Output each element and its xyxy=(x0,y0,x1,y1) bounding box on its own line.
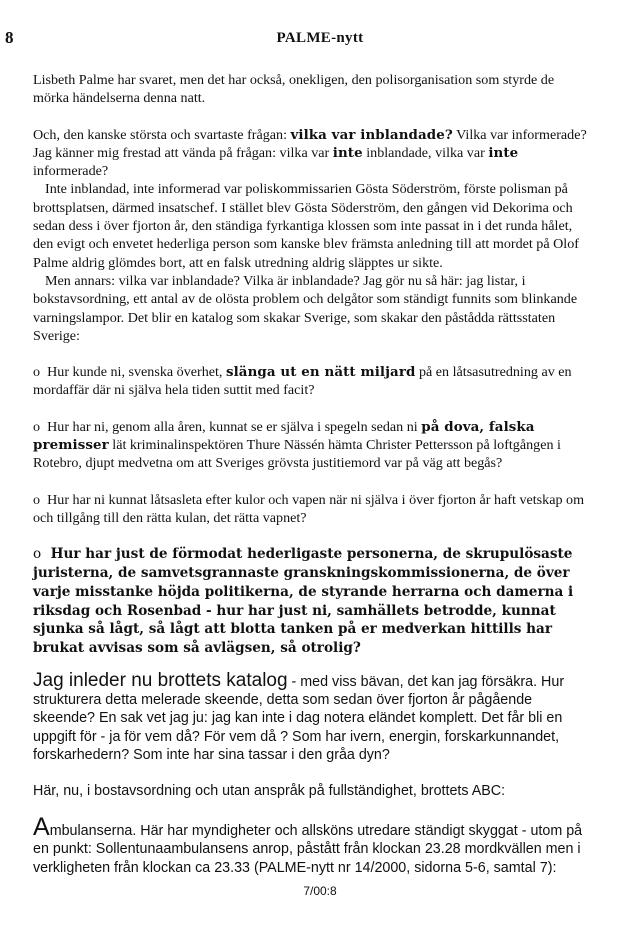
initial-letter: A xyxy=(33,813,50,842)
footer-code: 7/00:8 xyxy=(303,884,337,898)
paragraph-ambulanserna: Ambulanserna. Här har myndigheter och allsköns utredare ständigt skyggat - utom på en punkt: Sollentunaambulansens anrop, påstått från klockan 23.28 mordkvällen men i verkligheten från klockan ca 23.33 (PALME-nytt nr 14/2000, sidorna 5-6, samtal 7): xyxy=(33,813,583,876)
question-premisser: o Hur har ni, genom alla åren, kunnat se er själva i spegeln sedan ni på dova, falska premisser lät kriminalinspektören Thure Nässén hämta Christer Pettersson på loftgången i Rotebro, djupt medvetna om att Sveriges grövsta justitiemord var på väg att begås? xyxy=(33,418,561,472)
paragraph-brottets-katalog: Jag inleder nu brottets katalog - med viss bävan, det kan jag försäkra. Hur strukturera detta melerade skeende, detta som sedan över fjorton år pågående skeende? En sak vet jag ju: jag kan inte i dag notera eländet komplett. Det får bli en uppgift för - ja för vem då? För vem då ? Som har ivern, energin, forskarkunnandet, forskarhedern? Som inte har sina tassar i den gråa dyn? xyxy=(33,670,565,763)
bullet-icon: o xyxy=(33,491,41,508)
page-number: 8 xyxy=(5,28,14,47)
paragraph-question: Och, den kanske största och svartaste frågan: vilka var inblandade? Vilka var informerade? Jag känner mig frestad att vända på frågan: vilka var inte inblandade, vilka var inte informerade? xyxy=(33,126,587,180)
bullet-icon: o xyxy=(33,546,42,563)
bullet-icon: o xyxy=(33,364,41,381)
paragraph-catalog-intro: Men annars: vilka var inblandade? Vilka är inblandade? Jag gör nu så här: jag listar, i bokstavsordning, ett antal av de olösta problem och delgåtor som ständigt funnits som blinkande varningslampor. Det blir en katalog som skakar Sverige, som skakar den påstådda rättsstaten Sverige: xyxy=(33,272,578,344)
question-hederligaste: o Hur har just de förmodat hederligaste personerna, de skrupulösaste juristerna, de samvetsgrannaste granskningskommissionerna, de över varje misstanke höjda politikerna, de styrande herrarna och damerna i riksdag och Rosenbad - hur har just ni, samhällets betrodde, kunnat sjunka så lågt, så lågt att blotta tanken på er medverkan hittills har brukat avvisas som så avlägsen, så otrolig? xyxy=(33,546,574,657)
paragraph-lisbeth: Lisbeth Palme har svaret, men det har också, onekligen, den polisorganisation som styrde de mörka händelserna denna natt. xyxy=(33,72,555,107)
bullet-icon: o xyxy=(33,418,41,435)
newsletter-header: PALME-nytt xyxy=(276,30,364,46)
paragraph-soderstrom: Inte inblandad, inte informerad var poliskommissarien Gösta Söderström, förste polisman på brottsplatsen, därmed insatschef. I stället blev Gösta Söderström, den gången vid Dekorima och sedan dess i över fjorton år, den ständiga fyrkantiga klossen som inte passat in i det runda hålet, den evigt och envetet hederliga person som kanske blev främsta anledning till att mordet på Olof Palme aldrig glömdes bort, att en falsk utredning aldrig släpptes ur sikte. xyxy=(33,181,579,271)
question-miljard: o Hur kunde ni, svenska överhet, slänga ut en nätt miljard på en låtsasutredning av en mordaffär där ni själva hela tiden suttit med facit? xyxy=(33,364,572,399)
paragraph-abc-intro: Här, nu, i bostavsordning och utan anspråk på fullständighet, brottets ABC: xyxy=(33,783,506,800)
article-body xyxy=(33,71,593,877)
question-kulor: o Hur har ni kunnat låtsasleta efter kulor och vapen när ni själva i över fjorton år haft vetskap om och tillgång till den rätta kulan, det rätta vapnet? xyxy=(33,491,585,526)
